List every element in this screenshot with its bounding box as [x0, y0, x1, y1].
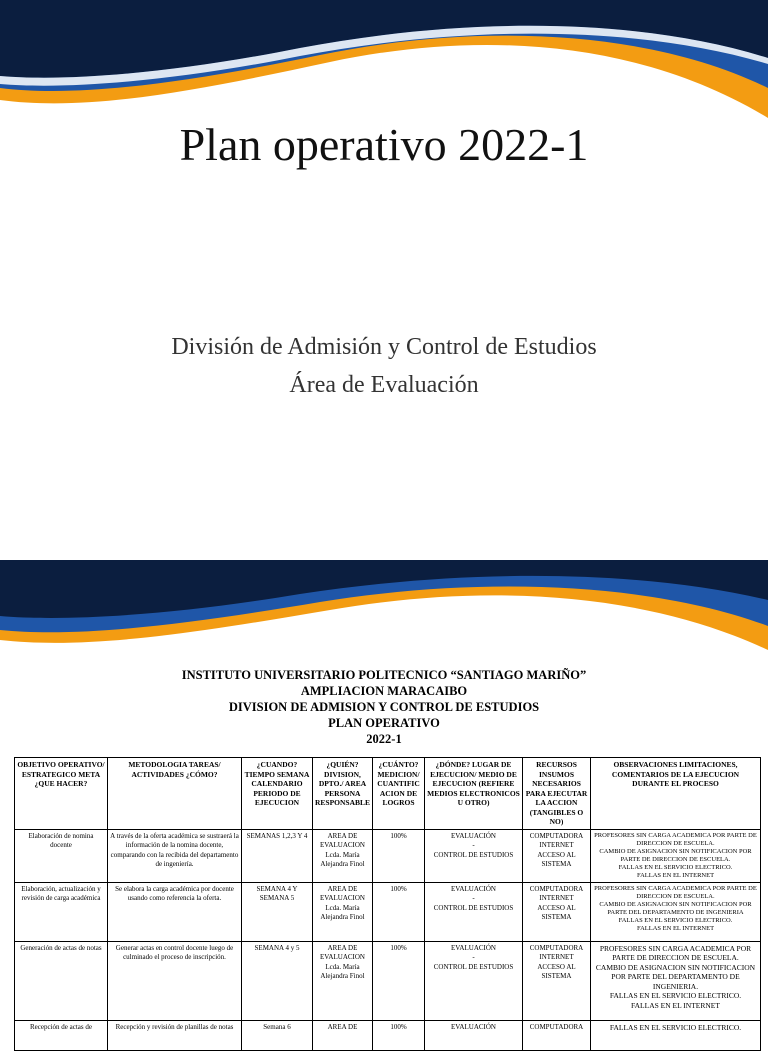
cell-cuando: SEMANAS 1,2,3 Y 4 [242, 829, 313, 882]
cell-cuanto: 100% [373, 882, 425, 941]
cell-line: PROFESORES SIN CARGA ACADEMICA POR PARTE DE DIRECCION DE ESCUELA. [594, 884, 757, 900]
cell-line: INTERNET [539, 894, 574, 902]
header-swoosh-graphic [0, 560, 768, 670]
cell-line: - [472, 841, 475, 849]
cell-metodologia: Se elabora la carga académica por docente usando como referencia la oferta. [108, 882, 242, 941]
cell-quien [313, 829, 373, 882]
column-header: ¿CUÁNTO? MEDICION/ CUANTIFIC ACION DE LOGROS [373, 758, 425, 830]
slide-title: Plan operativo 2022-1 [179, 119, 589, 170]
column-header: ¿DÓNDE? LUGAR DE EJECUCION/ MEDIO DE EJECUCION (REFIERE MEDIOS ELECTRONICOS U OTRO) [425, 758, 523, 830]
cell-line: EVALUACIÓN [451, 831, 496, 840]
cell-line: ACCESO AL SISTEMA [537, 850, 576, 868]
cell-line: AREA DE [327, 1022, 358, 1031]
cell-line: Lcda. María Alejandra Finol [320, 962, 365, 980]
cell-line: FALLAS EN EL INTERNET [636, 871, 715, 879]
cell-line: ACCESO AL SISTEMA [537, 962, 576, 980]
cell-line: FALLAS EN EL SERVICIO ELECTRICO. [618, 916, 733, 924]
cell-cuanto: 100% [373, 941, 425, 1020]
cell-line: - [472, 894, 475, 902]
institution-header [0, 667, 768, 747]
column-header: ¿QUIÉN? DIVISION, DPTO./ AREA PERSONA RESPONSABLE [313, 758, 373, 830]
cell-quien [313, 1020, 373, 1050]
cell-objetivo: Generación de actas de notas [15, 941, 108, 1020]
cell-line: INTERNET [539, 953, 574, 961]
cell-line: ACCESO AL SISTEMA [537, 903, 576, 921]
cell-metodologia: Generar actas en control docente luego de culminado el proceso de inscripción. [108, 941, 242, 1020]
cell-quien [313, 941, 373, 1020]
cell-cuando: SEMANA 4 Y SEMANA 5 [242, 882, 313, 941]
column-header: METODOLOGIA TAREAS/ ACTIVIDADES ¿CÓMO? [108, 758, 242, 830]
cell-cuanto: 100% [373, 1020, 425, 1050]
header-line-plan: PLAN OPERATIVO [328, 716, 440, 730]
column-header: OBSERVACIONES LIMITACIONES, COMENTARIOS DE LA EJECUCION DURANTE EL PROCESO [591, 758, 761, 830]
slide-2 [0, 560, 768, 1032]
slide-subtitle-area: Área de Evaluación [289, 372, 479, 398]
header-line-division: DIVISION DE ADMISION Y CONTROL DE ESTUDIOS [228, 700, 540, 714]
cell-observaciones [591, 829, 761, 882]
cell-line: CAMBIO DE ASIGNACION SIN NOTIFICACION POR PARTE DEL DEPARTAMENTO DE INGENIERIA [599, 900, 752, 916]
cell-donde [425, 829, 523, 882]
cell-line: COMPUTADORA [529, 884, 584, 893]
cell-line: CAMBIO DE ASIGNACION SIN NOTIFICACION POR PARTE DEL DEPARTAMENTO DE INGENIERIA. [595, 962, 756, 991]
cell-line: AREA DE EVALUACION [320, 943, 365, 961]
cell-line: FALLAS EN EL SERVICIO ELECTRICO. [618, 863, 733, 871]
cell-line: EVALUACIÓN [451, 884, 496, 893]
cell-donde [425, 1020, 523, 1050]
cell-line: CONTROL DE ESTUDIOS [433, 962, 514, 971]
cell-line: CONTROL DE ESTUDIOS [433, 850, 514, 859]
plan-operativo-table [14, 757, 761, 1051]
column-header: ¿CUANDO? TIEMPO SEMANA CALENDARIO PERIODO DE EJECUCION [242, 758, 313, 830]
cell-line: COMPUTADORA [529, 943, 584, 952]
cell-line: Lcda. María Alejandra Finol [320, 903, 365, 921]
cell-line: CAMBIO DE ASIGNACION SIN NOTIFICACION POR PARTE DE DIRECCION DE ESCUELA. [599, 847, 752, 863]
table-row [15, 882, 761, 941]
cell-metodologia: Recepción y revisión de planillas de notas [108, 1020, 242, 1050]
cell-line: CONTROL DE ESTUDIOS [433, 903, 514, 912]
cell-recursos [523, 829, 591, 882]
slide-subtitle-division: División de Admisión y Control de Estudios [171, 334, 597, 360]
cell-line: Lcda. María Alejandra Finol [320, 850, 365, 868]
cell-line: PROFESORES SIN CARGA ACADEMICA POR PARTE DE DIRECCION DE ESCUELA. [599, 943, 752, 962]
cell-metodologia: A través de la oferta académica se sustraerá la información de la nomina docente, comparando con la recibida del departamento de ingeniería. [108, 829, 242, 882]
header-line-campus: AMPLIACION MARACAIBO [300, 684, 468, 698]
cell-recursos [523, 882, 591, 941]
cell-cuanto: 100% [373, 829, 425, 882]
cell-line: INTERNET [539, 841, 574, 849]
cell-recursos [523, 941, 591, 1020]
cell-line: - [472, 953, 475, 961]
cell-line: EVALUACIÓN [451, 1022, 496, 1031]
table-header-row [15, 758, 761, 830]
table-row [15, 1020, 761, 1050]
table-row [15, 829, 761, 882]
cell-donde [425, 941, 523, 1020]
cell-line: FALLAS EN EL INTERNET [636, 924, 715, 932]
cell-line: FALLAS EN EL INTERNET [631, 1000, 720, 1010]
cell-cuando: SEMANA 4 y 5 [242, 941, 313, 1020]
cell-objetivo: Elaboración, actualización y revisión de carga académica [15, 882, 108, 941]
cell-objetivo: Recepción de actas de [15, 1020, 108, 1050]
header-line-period: 2022-1 [366, 732, 402, 746]
cell-donde [425, 882, 523, 941]
cell-line: COMPUTADORA [529, 1022, 584, 1031]
cell-line: FALLAS EN EL SERVICIO ELECTRICO. [609, 1022, 742, 1032]
cell-observaciones [591, 1020, 761, 1050]
cell-objetivo: Elaboración de nomina docente [15, 829, 108, 882]
cell-line: COMPUTADORA [529, 831, 584, 840]
table-row [15, 941, 761, 1020]
cell-line: AREA DE EVALUACION [320, 831, 365, 849]
cell-observaciones [591, 882, 761, 941]
column-header: RECURSOS INSUMOS NECESARIOS PARA EJECUTAR LA ACCION (TANGIBLES O NO) [523, 758, 591, 830]
header-line-institution: INSTITUTO UNIVERSITARIO POLITECNICO “SANTIAGO MARIÑO” [181, 668, 587, 682]
cell-line: FALLAS EN EL SERVICIO ELECTRICO. [609, 991, 742, 1000]
cell-observaciones [591, 941, 761, 1020]
cell-recursos [523, 1020, 591, 1050]
cell-line: PROFESORES SIN CARGA ACADEMICA POR PARTE DE DIRECCION DE ESCUELA. [594, 831, 757, 847]
cell-cuando: Semana 6 [242, 1020, 313, 1050]
column-header: OBJETIVO OPERATIVO/ ESTRATEGICO META ¿QUE HACER? [15, 758, 108, 830]
cell-line: EVALUACIÓN [451, 943, 496, 952]
cell-line: AREA DE EVALUACION [320, 884, 365, 902]
cell-quien [313, 882, 373, 941]
